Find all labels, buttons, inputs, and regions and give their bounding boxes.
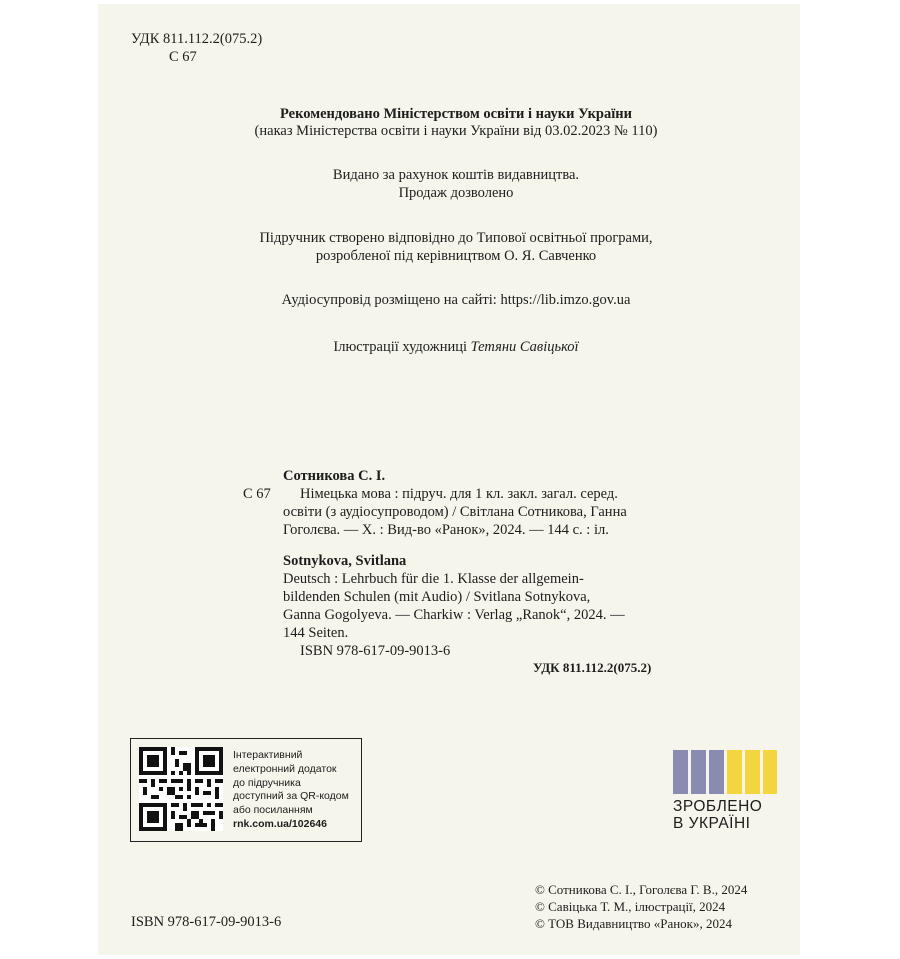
- made-in-bar-3: [727, 750, 742, 794]
- made-in-ukraine-label: [673, 798, 762, 832]
- entry-de-author: Sotnykova, Svitlana: [283, 553, 407, 569]
- funding-line-2: Продаж дозволено: [398, 185, 514, 201]
- recommendation-line-1: Рекомендовано Міністерством освіти і науки України: [280, 106, 632, 122]
- made-in-bar-0: [673, 750, 688, 794]
- entry-de-line-1: Deutsch : Lehrbuch für die 1. Klasse der allgemein-: [283, 571, 584, 587]
- isbn-bottom: ISBN 978-617-09-9013-6: [131, 914, 282, 930]
- isbn-entry: ISBN 978-617-09-9013-6: [300, 643, 451, 659]
- audio-note: Аудіосупровід розміщено на сайті: https://lib.imzo.gov.ua: [281, 292, 631, 308]
- entry-de-line-4: 144 Seiten.: [283, 625, 349, 641]
- made-in-bar-5: [763, 750, 777, 794]
- qr-code-icon[interactable]: [139, 747, 223, 831]
- illustrations-prefix: Ілюстрації художниці: [333, 339, 471, 355]
- copyright-line-2: © Савіцька Т. М., ілюстрації, 2024: [535, 899, 726, 914]
- copyright-line-1: © Сотникова С. І., Гоголєва Г. В., 2024: [535, 882, 748, 897]
- recommendation-line-2: (наказ Міністерства освіти і науки України від 03.02.2023 № 110): [254, 123, 658, 139]
- entry-de-line-2: bildenden Schulen (mit Audio) / Svitlana Sotnykova,: [283, 589, 591, 605]
- qr-line-5: або посиланням: [233, 804, 313, 817]
- udk-top: УДК 811.112.2(075.2): [131, 31, 263, 47]
- copyright-block: [535, 881, 747, 932]
- made-in-line-2: В УКРАЇНІ: [673, 815, 751, 832]
- entry-ua-code: С 67: [243, 486, 271, 502]
- copyright-line-3: © ТОВ Видавництво «Ранок», 2024: [535, 916, 732, 931]
- code-top: С 67: [169, 49, 197, 65]
- entry-de-line-3: Ganna Gogolyeva. — Charkiw : Verlag „Ranok“, 2024. —: [283, 607, 625, 623]
- entry-ua-line-2: освіти (з аудіосупроводом) / Світлана Сотникова, Ганна: [283, 504, 627, 520]
- made-in-bar-4: [745, 750, 760, 794]
- entry-ua-author: Сотникова С. І.: [283, 468, 386, 484]
- qr-description: [233, 749, 358, 832]
- qr-line-4: доступний за QR-кодом: [233, 790, 349, 803]
- made-in-line-1: ЗРОБЛЕНО: [673, 798, 763, 815]
- qr-block: [130, 738, 362, 842]
- made-in-bar-2: [709, 750, 724, 794]
- qr-line-2: електронний додаток: [233, 762, 337, 775]
- qr-line-3: до підручника: [233, 776, 301, 789]
- entry-ua-line-1: Німецька мова : підруч. для 1 кл. закл. загал. серед.: [300, 486, 618, 502]
- illustrations-note: [0, 338, 900, 356]
- udk-bottom: УДК 811.112.2(075.2): [533, 660, 652, 675]
- entry-ua-line-3: Гоголєва. — Х. : Вид-во «Ранок», 2024. — 144 с. : іл.: [283, 522, 609, 538]
- made-in-bar-1: [691, 750, 706, 794]
- qr-link[interactable]: rnk.com.ua/102646: [233, 817, 327, 830]
- illustrations-artist: Тетяни Савіцької: [470, 339, 579, 355]
- made-in-ukraine-bars-icon: [673, 750, 777, 794]
- funding-line-1: Видано за рахунок коштів видавництва.: [332, 167, 580, 183]
- program-line-2: розробленої під керівництвом О. Я. Савченко: [315, 248, 597, 264]
- program-line-1: Підручник створено відповідно до Типової освітньої програми,: [259, 230, 653, 246]
- qr-line-1: Інтерактивний: [233, 749, 303, 761]
